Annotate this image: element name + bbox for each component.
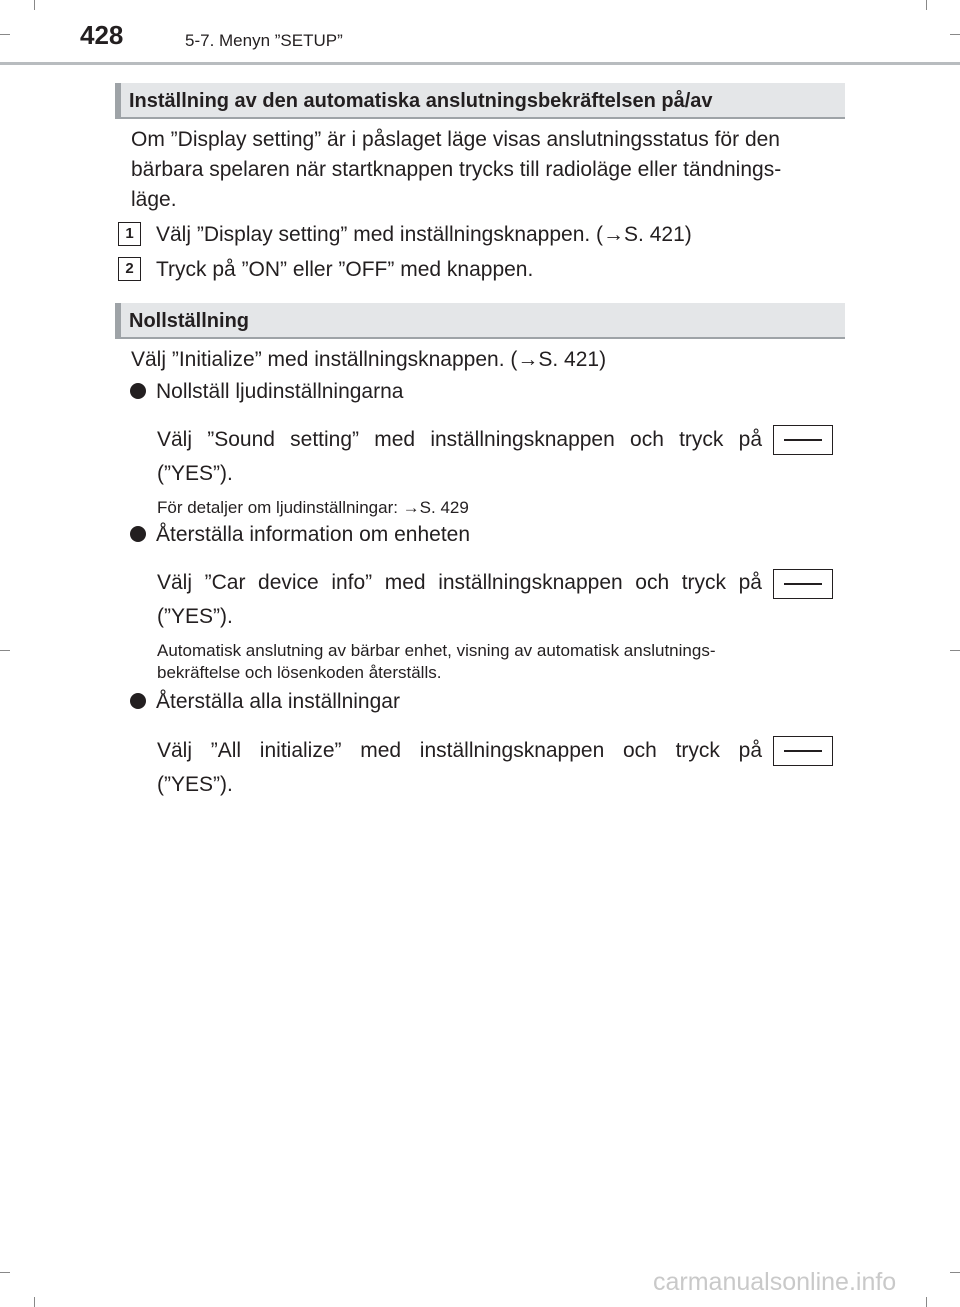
- step-text: Tryck på ”ON” eller ”OFF” med knappen.: [156, 258, 534, 281]
- note-line: Automatisk anslutning av bärbar enhet, visning av automatisk anslutnings-: [157, 641, 716, 660]
- bullet-item-all-initialize: [130, 689, 400, 715]
- instruction-line: (”YES”).: [157, 773, 233, 796]
- crop-mark: [950, 650, 960, 651]
- instruction-line: Välj ”All initialize” med inställningsknappen och tryck på: [157, 739, 762, 762]
- note-line: För detaljer om ljudinställningar: →S. 429: [157, 498, 469, 517]
- section-heading-auto-connect: [115, 83, 845, 119]
- intro-line: läge.: [131, 188, 177, 211]
- step-number-badge: 2: [118, 257, 141, 281]
- instruction-line: Välj ”Car device info” med inställningsknappen och tryck på: [157, 571, 762, 594]
- instruction-line: Välj ”Sound setting” med inställningsknappen och tryck på: [157, 428, 762, 451]
- bullet-heading: Nollställ ljudinställningarna: [156, 380, 404, 403]
- bullet-dot-icon: [130, 693, 146, 709]
- crop-mark: [926, 1297, 927, 1307]
- crop-mark: [0, 650, 10, 651]
- page-number: 428: [80, 20, 124, 50]
- bullet-item-sound: [130, 379, 403, 405]
- crop-mark: [950, 34, 960, 35]
- crop-mark: [34, 1297, 35, 1307]
- watermark: carmanualsonline.info: [653, 1268, 897, 1296]
- dash-button-icon: [773, 425, 833, 455]
- section-title: Inställning av den automatiska anslutningsbekräftelsen på/av: [129, 90, 713, 112]
- crop-mark: [34, 0, 35, 10]
- crop-mark: [0, 34, 10, 35]
- reset-intro: Välj ”Initialize” med inställningsknappen. (→S. 421): [131, 348, 607, 371]
- instruction-line: (”YES”).: [157, 605, 233, 628]
- note-line: bekräftelse och lösenkoden återställs.: [157, 663, 442, 682]
- instruction-line: (”YES”).: [157, 462, 233, 485]
- crop-mark: [0, 1272, 10, 1273]
- bullet-item-device-info: [130, 522, 470, 548]
- bullet-heading: Återställa information om enheten: [156, 523, 471, 546]
- step-number-badge: 1: [118, 222, 141, 246]
- section-heading-reset: [115, 303, 845, 339]
- dash-button-icon: [773, 569, 833, 599]
- crop-mark: [950, 1272, 960, 1273]
- bullet-dot-icon: [130, 526, 146, 542]
- section-heading-edge: [115, 83, 121, 117]
- bullet-dot-icon: [130, 383, 146, 399]
- running-head: 5-7. Menyn ”SETUP”: [185, 31, 343, 50]
- bullet-heading: Återställa alla inställningar: [156, 690, 400, 713]
- section-heading-edge: [115, 303, 121, 337]
- step-text: Välj ”Display setting” med inställningsknappen. (→S. 421): [156, 223, 692, 246]
- section-title: Nollställning: [129, 310, 249, 332]
- intro-line: Om ”Display setting” är i påslaget läge visas anslutningsstatus för den: [131, 128, 780, 151]
- crop-mark: [926, 0, 927, 10]
- dash-button-icon: [773, 736, 833, 766]
- intro-line: bärbara spelaren när startknappen trycks till radioläge eller tändnings-: [131, 158, 782, 181]
- header-rule: [0, 62, 960, 65]
